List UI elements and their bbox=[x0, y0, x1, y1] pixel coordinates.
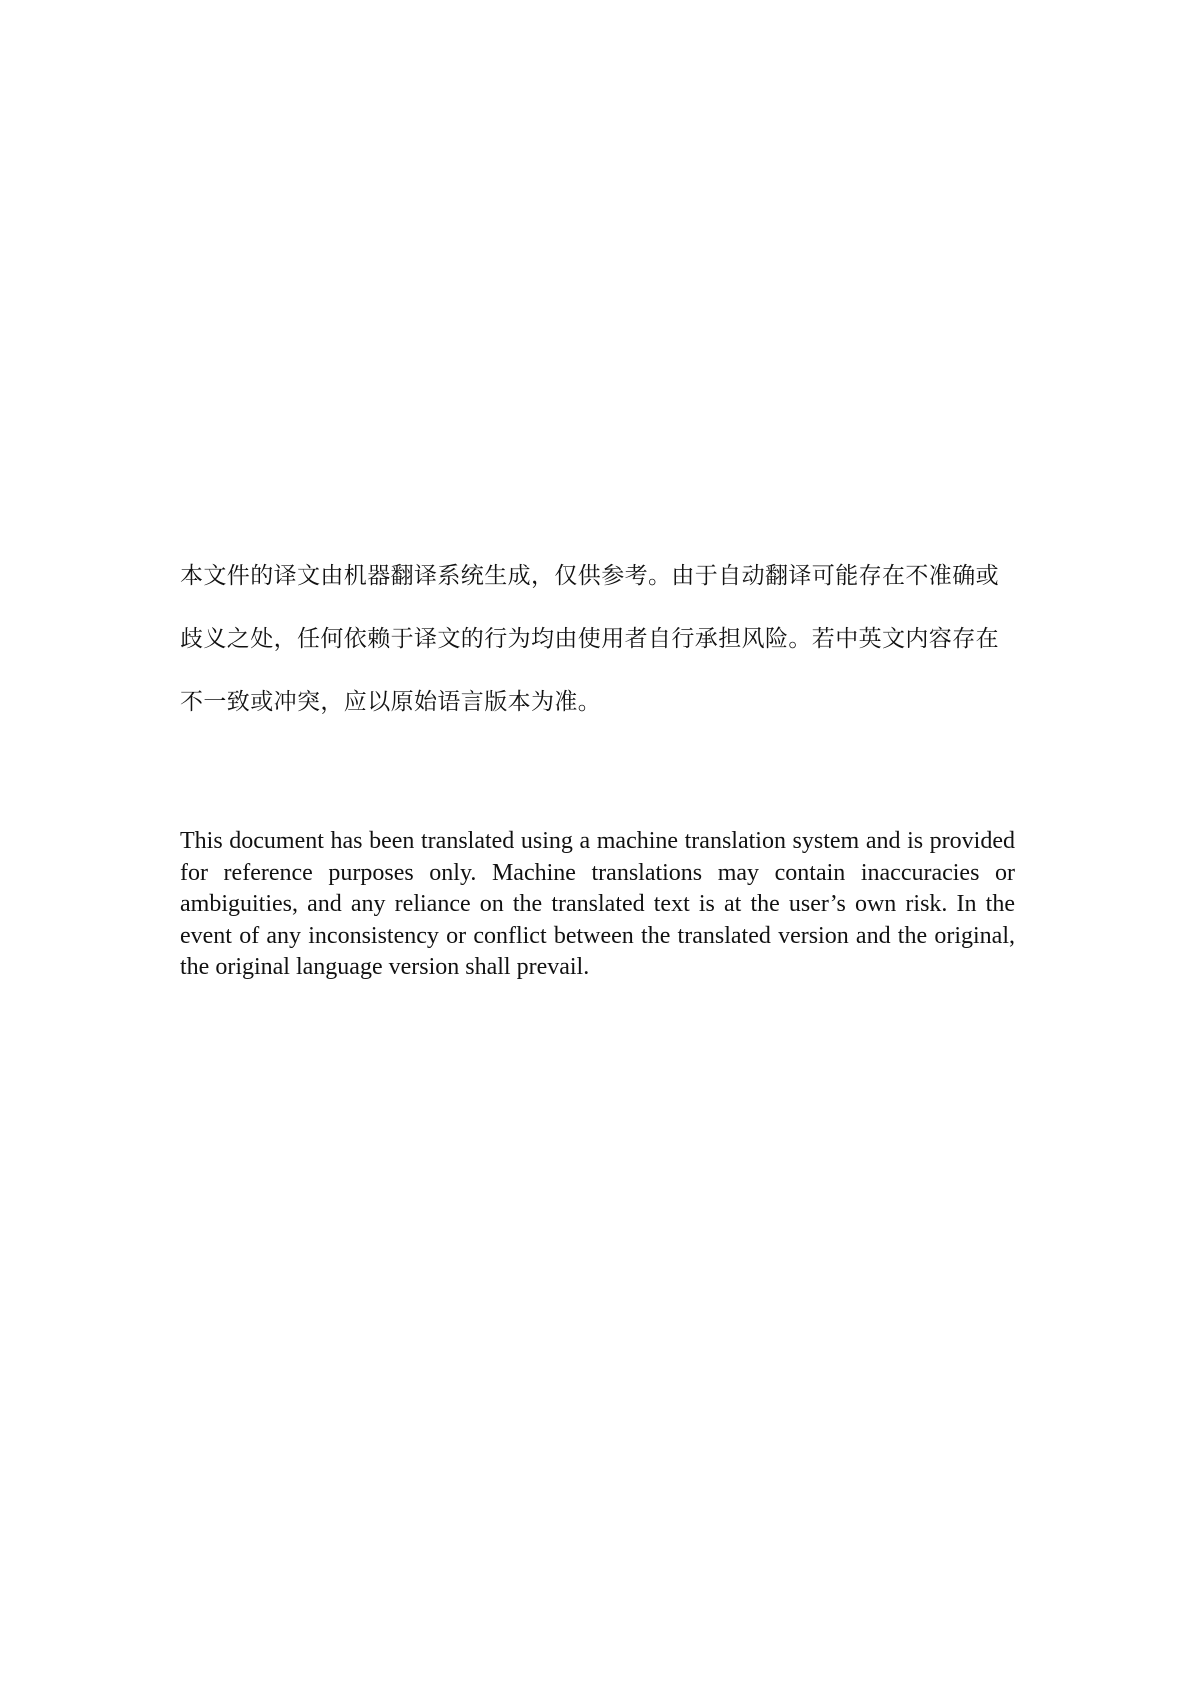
chinese-disclaimer bbox=[180, 560, 1015, 749]
chinese-disclaimer-line-1: 本文件的译文由机器翻译系统生成，仅供参考。由于自动翻译可能存在不准确或 bbox=[180, 563, 999, 589]
chinese-disclaimer-line-3: 不一致或冲突，应以原始语言版本为准。 bbox=[180, 689, 602, 715]
english-disclaimer: This document has been translated using a machine translation system and is provided for reference purposes only. Machine translations may contain inaccuracies or ambiguities, and any reliance on the translated text is at the user’s own risk. In the event of any inconsistency or conflict between the translated version and the original, the original language version shall prevail. bbox=[180, 828, 1015, 980]
chinese-disclaimer-line-2: 歧义之处，任何依赖于译文的行为均由使用者自行承担风险。若中英文内容存在 bbox=[180, 626, 999, 652]
